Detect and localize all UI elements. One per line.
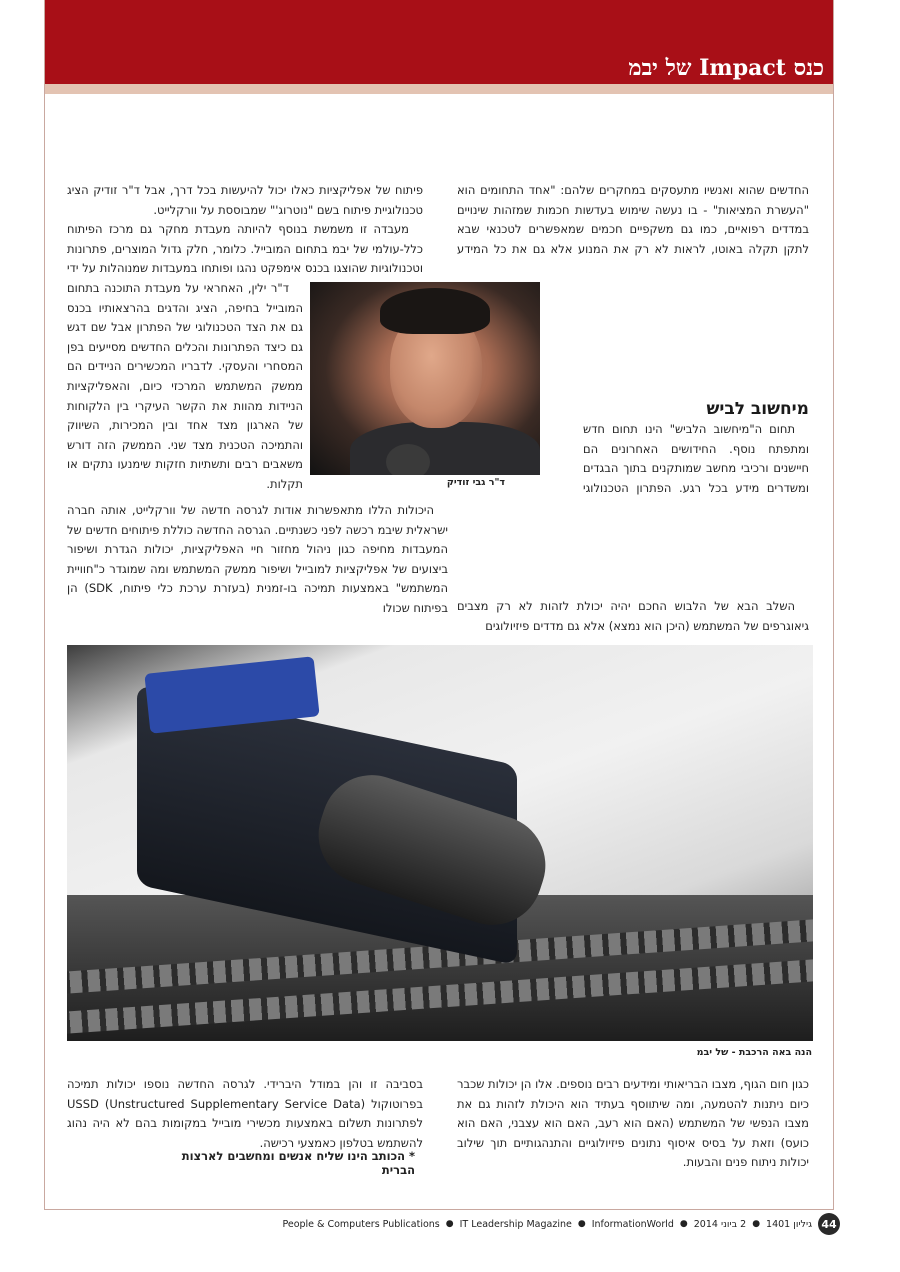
ussd-paragraph: בסביבה זו והן במודל היברידי. לגרסה החדשה נוספו יכולות תמיכה בפרוטוקול USSD (Unstructured Supplementary Service Data) לפתרונות תשלום באמצעות מכשירי מובייל במקומות בהם לא היה נהוג להשתמש בטלפון כאמצעי רכישה. [67,1077,423,1150]
section-title: כנס Impact של יבמ [628,55,824,81]
footer-date: 2 ביוני 2014 [693,1218,747,1230]
portrait-hair [380,288,490,334]
portrait-caption: ד"ר גבי זודיק [446,477,505,488]
bullet-icon: ● [752,1219,761,1229]
right-section [583,394,809,422]
microphone-icon [386,444,430,475]
right-section-wide [457,499,809,579]
train-caption: הנה באה הרכבת - של יבמ [696,1047,812,1058]
footer-pub1: InformationWorld [591,1218,674,1230]
right-section-next [457,597,809,637]
portrait-photo [310,282,540,475]
page-number: 44 [818,1213,840,1235]
intro-block [457,181,809,261]
left-column-bottom [67,1075,423,1153]
left-column-top [67,181,423,279]
right-column-bottom [457,1075,809,1173]
dev-paragraph: פיתוח של אפליקציות כאלו יכול להיעשות בכל דרך, אבל ד"ר זודיק הציג טכנולוגיית פיתוח בשם "נוטרוג'" שמבוססת על וורקלייט. [67,183,423,217]
physiology-paragraph: כגון חום הגוף, מצבו הבריאותי ומידעים רבים נוספים. אלו הן יכולות שכבר כיום ניתנות להטמעה, ומה שיתווסף בעתיד הוא היכולת לזהות גם את מצבו הנפשי של המשתמש (האם הוא רעב, האם הוא עצבני, האם הוא כועס) וזאת על בסיס איסוף נתונים פיזיולוגיים והתנהגותיים תוך שילוב יכולות ניתוח פנים והבעות. [457,1077,809,1170]
intro-block-narrow [583,261,809,398]
bullet-icon: ● [577,1219,586,1229]
footer-issue: גיליון 1401 [766,1218,812,1230]
train-photo [67,645,813,1041]
bullet-icon: ● [445,1219,454,1229]
lab-paragraph: מעבדה זו משמשת בנוסף להיותה מעבדת מחקר גם מרכז הפיתוח כלל-עולמי של יבמ בתחום המובייל. כלומר, חלק גדול המוצרים, פתרונות וטכנולוגיות שהוצגו בכנס אימפקט נהגו ופותחו במעבדות שמנוהלות על ידי [67,222,423,276]
portrait-shirt [350,422,540,475]
next-stage-paragraph: השלב הבא של הלבוש החכם יהיה יכולת לזהות לא רק מצבים גיאוגרפים של המשתמש (היכן הוא נמצא) אלא גם מדדים פיזיולוגים [457,599,809,633]
left-column-wide [67,501,448,619]
right-section-narrow [583,420,809,500]
author-note: * הכותב הינו שליח אנשים ומחשבים לארצות הברית [181,1149,415,1177]
left-column-narrow [67,279,303,501]
wearable-paragraph: תחום ה"מיחשוב הלביש" הינו תחום חדש ומתפתח נוסף. החידושים האחרונים הם חיישנים ורכיבי מחשב שמותקנים בתוך הבגדים ומשדרים מידע בכל רגע. הפתרון הטכנולוגי [583,422,809,495]
footer-pub2: IT Leadership Magazine [459,1218,572,1230]
footer [282,1213,840,1235]
worklight-paragraph: היכולות הללו מתאפשרות אודות לגרסה חדשה של וורקלייט, אותה חברה ישראלית שיבמ רכשה לפני כשנתיים. הגרסה החדשה כוללת פיתוחים חדשים של המעבדות מחיפה כגון ניהול מחזור חיי האפליקציות, יכולות הגדרת ושיפור ביצועים של אפליקציות למובייל ושיפור ממשק המשתמש ומה שמוגדר כ"חוויית המשתמש" באמצעות תמיכה בו-זמנית (בעזרת ערכת כלי פיתוח, SDK) הן בפיתוח שכולו [67,503,448,615]
footer-pub3: People & Computers Publications [282,1218,440,1230]
bullet-icon: ● [679,1219,688,1229]
section-heading: מיחשוב לביש [706,399,809,419]
intro-paragraph: החדשים שהוא ואנשיו מתעסקים במחקרים שלהם: "אחד התחומים הוא "העשרת המציאות" - בו נעשה שימוש בעדשות חכמות שמזהות שינויים במדדים רפואיים, כמו גם משקפיים חכמים שמאפשרים לטכנאי שבא לתקן תקלה באוטו, לראות לא רק את המנוע אלא גם את כל המידע [457,183,809,256]
yalin-paragraph: ד"ר ילין, האחראי על מעבדת התוכנה בתחום המובייל בחיפה, הציג והדגים בהרצאותיו בכנס גם את הצד הטכנולוגי של הפתרון אבל שם דגש גם כיצד הפתרונות והכלים החדשים מסייעים בפן המסחרי והעסקי. לדבריו המכשירים הניידים הם ממשק המשתמש המרכזי כיום, והאפליקציות הניידות מהוות את הקשר העיקרי בין הלקוחות של הארגון מצד אחד ובין המכירות, השיווק והתמיכה הטכנית מצד שני. הממשק הזה דורש משאבים רבים ותשתיות חזקות שימנעו נתקים או תקלות. [67,281,303,491]
